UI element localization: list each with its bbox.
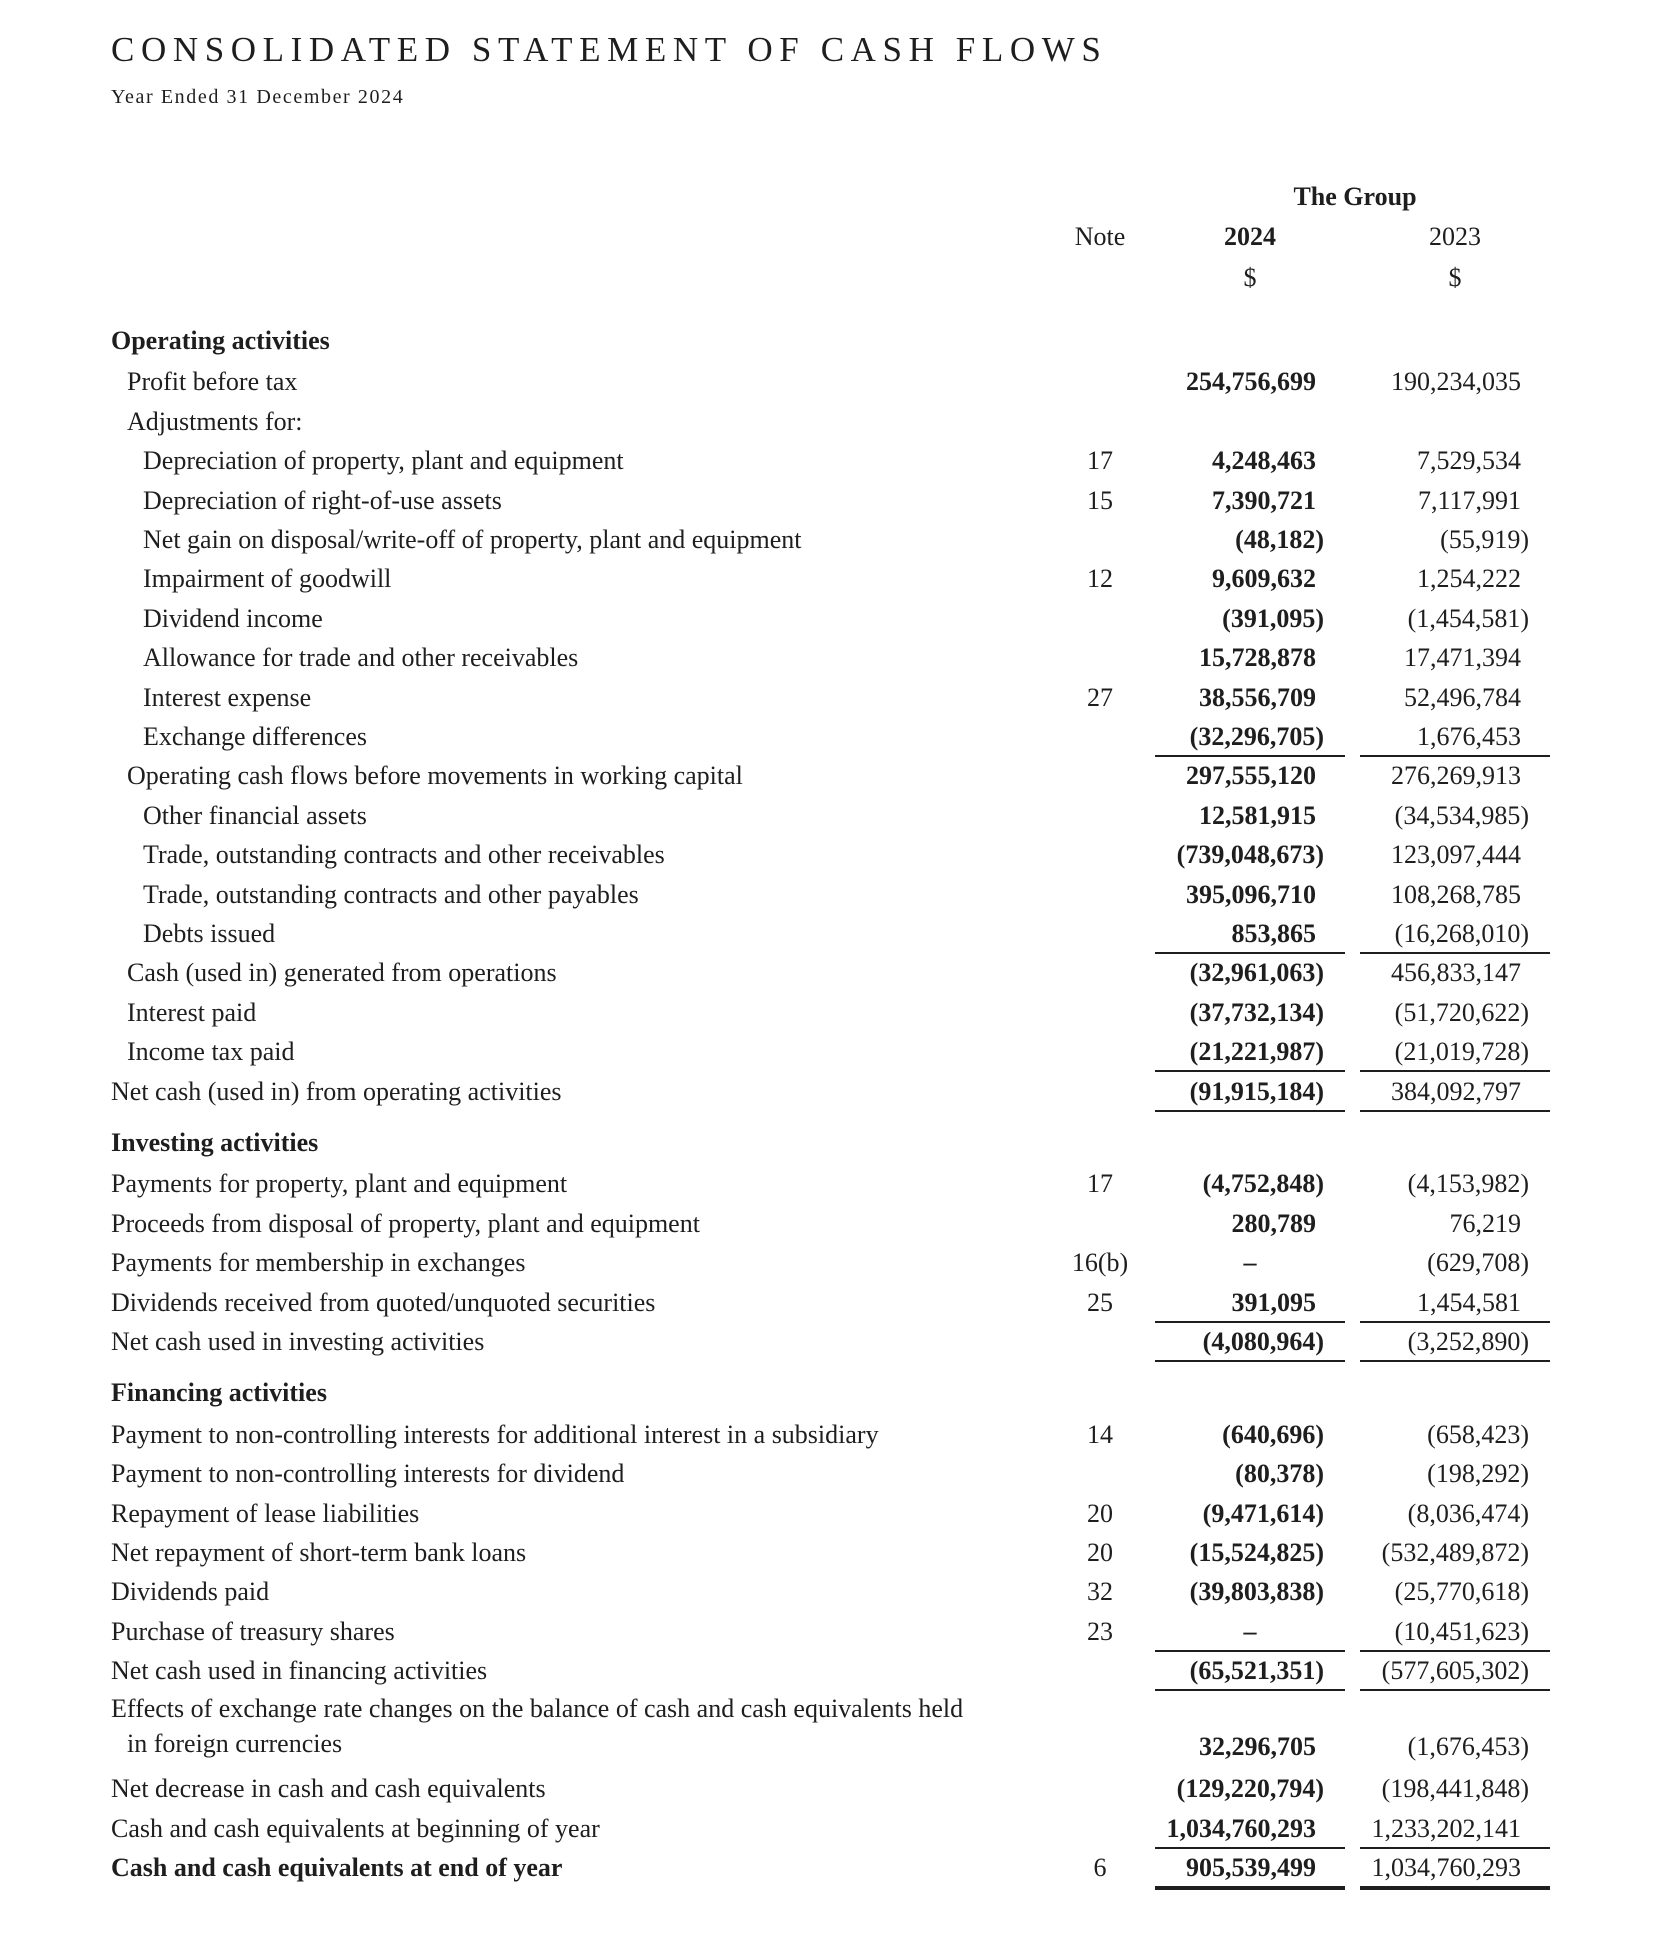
value-2023: 384,092,797 [1391, 1076, 1521, 1106]
value-2024: (21,221,987) [1189, 1037, 1324, 1067]
value-2023: 1,454,581 [1417, 1287, 1521, 1317]
statement-row [0, 1769, 1654, 1808]
value-2023: 1,254,222 [1417, 564, 1521, 594]
statement-row [0, 362, 1654, 401]
row-label-text: Net cash used in financing activities [111, 1656, 488, 1686]
value-2023: (532,489,872) [1381, 1538, 1529, 1567]
statement-row [0, 1809, 1654, 1848]
value-2024: 297,555,120 [1186, 761, 1316, 791]
row-label-text: Other financial assets [143, 800, 367, 830]
note-ref: 16(b) [1071, 1248, 1129, 1278]
value-2023: 123,097,444 [1391, 840, 1521, 870]
row-label [127, 993, 256, 1032]
row-label-text: Depreciation of right-of-use assets [143, 485, 502, 515]
note-ref: 20 [1087, 1498, 1113, 1528]
row-label [127, 953, 557, 992]
row-label-text: Cash (used in) generated from operations [127, 958, 557, 988]
row-label [111, 1373, 327, 1412]
currency-2024-header: $ [1243, 263, 1257, 292]
row-label-text: Exchange differences [143, 722, 368, 751]
statement-row [0, 1072, 1654, 1111]
statement-row [0, 1283, 1654, 1322]
value-2023: (1,676,453) [1407, 1731, 1529, 1761]
row-label [127, 756, 743, 795]
statement-row [0, 481, 1654, 520]
statement-row [0, 402, 1654, 441]
note-ref: 32 [1087, 1577, 1113, 1607]
row-label-text: Payment to non-controlling interests for dividend [111, 1459, 625, 1489]
value-2024: 905,539,499 [1186, 1853, 1316, 1883]
row-label-text: Adjustments for: [127, 406, 303, 436]
row-label-text: Depreciation of property, plant and equipment [143, 446, 624, 476]
row-label [111, 1651, 487, 1690]
row-label [111, 1243, 525, 1282]
statement-row [0, 1454, 1654, 1493]
subtotal-underline [1155, 1110, 1345, 1112]
row-label-text: Impairment of goodwill [143, 564, 392, 594]
note-ref: 14 [1087, 1419, 1113, 1449]
row-label [127, 362, 297, 401]
row-label-text: Allowance for trade and other receivables [143, 643, 579, 673]
row-label [111, 1848, 562, 1887]
row-label [111, 321, 330, 360]
note-ref: 27 [1087, 682, 1113, 712]
row-label [143, 678, 311, 717]
row-label-text: Payments for membership in exchanges [111, 1248, 526, 1278]
value-2024: 254,756,699 [1186, 367, 1316, 397]
value-2024: (129,220,794) [1176, 1774, 1324, 1804]
row-label-text: Repayment of lease liabilities [111, 1498, 420, 1528]
statement-row [0, 1204, 1654, 1243]
value-2024: 391,095 [1231, 1287, 1316, 1317]
row-label [111, 1123, 318, 1162]
row-label-text: Interest expense [143, 682, 312, 712]
value-2024: 9,609,632 [1212, 564, 1316, 594]
row-label [143, 638, 578, 677]
note-ref: 17 [1087, 1169, 1113, 1199]
value-2024: (9,471,614) [1202, 1498, 1324, 1528]
value-2023: 1,034,760,293 [1371, 1853, 1521, 1883]
value-2023: (8,036,474) [1407, 1498, 1529, 1528]
row-label [143, 481, 502, 520]
value-2023: 190,234,035 [1391, 367, 1521, 397]
row-label [111, 1533, 526, 1572]
value-2023: 7,117,991 [1417, 485, 1521, 515]
row-label [143, 441, 624, 480]
value-2024: 7,390,721 [1212, 485, 1316, 515]
value-2023: (658,423) [1427, 1419, 1529, 1449]
value-2023: (198,441,848) [1381, 1774, 1529, 1804]
year-2023-header: 2023 [1429, 222, 1481, 251]
row-label [111, 1572, 269, 1611]
row-label-text: Profit before tax [127, 367, 298, 397]
statement-row [0, 717, 1654, 756]
row-label-text: Debts issued [143, 919, 276, 948]
statement-row [0, 1848, 1654, 1887]
note-column-header: Note [1074, 222, 1126, 251]
statement-row [0, 796, 1654, 835]
row-label [111, 1415, 879, 1454]
value-2024: (4,752,848) [1202, 1169, 1324, 1199]
value-2024: 395,096,710 [1186, 879, 1316, 909]
statement-row [0, 638, 1654, 677]
statement-row [0, 914, 1654, 953]
statement-row [0, 1322, 1654, 1361]
value-2024: (4,080,964) [1202, 1327, 1324, 1356]
row-label [111, 1283, 655, 1322]
value-2023: (21,019,728) [1394, 1037, 1529, 1067]
value-2023: (55,919) [1440, 525, 1529, 554]
value-2023: (25,770,618) [1394, 1577, 1529, 1607]
value-2024: 12,581,915 [1199, 800, 1316, 830]
value-2023: (1,454,581) [1407, 603, 1529, 633]
value-2024: (48,182) [1235, 525, 1324, 554]
subtotal-underline [1360, 1110, 1550, 1112]
row-label-text: Dividends paid [111, 1577, 270, 1607]
subtotal-underline [1360, 1360, 1550, 1362]
value-2023: (16,268,010) [1394, 919, 1529, 948]
value-2024: (80,378) [1235, 1459, 1324, 1489]
statement-row [0, 835, 1654, 874]
value-2023: 76,219 [1449, 1208, 1521, 1238]
statement-period: Year Ended 31 December 2024 [111, 86, 405, 108]
statement-row [0, 1164, 1654, 1203]
row-label-text: Operating cash flows before movements in working capital [127, 761, 743, 791]
row-label [143, 717, 367, 756]
row-label-text: Payment to non-controlling interests for additional interest in a subsidiary [111, 1419, 879, 1449]
row-label-text: Investing activities [111, 1128, 319, 1157]
statement-row [0, 599, 1654, 638]
statement-row [0, 1533, 1654, 1572]
value-2024: (15,524,825) [1189, 1538, 1324, 1567]
value-2024: 280,789 [1231, 1208, 1316, 1238]
row-label [143, 875, 639, 914]
row-label [111, 1164, 567, 1203]
row-label-text: Trade, outstanding contracts and other payables [143, 879, 639, 909]
value-2024: 853,865 [1231, 919, 1316, 948]
value-2023: 276,269,913 [1391, 761, 1521, 791]
row-label-text: Purchase of treasury shares [111, 1616, 395, 1646]
row-label [111, 1494, 419, 1533]
row-label [111, 1612, 395, 1651]
statement-row [0, 953, 1654, 992]
row-label [143, 520, 802, 559]
row-label-text: Trade, outstanding contracts and other receivables [143, 840, 665, 870]
row-label-text: Net gain on disposal/write-off of property, plant and equipment [143, 525, 802, 554]
row-label [111, 1072, 562, 1111]
row-label [127, 402, 303, 441]
statement-row [0, 559, 1654, 598]
statement-row [0, 756, 1654, 795]
value-2024: 4,248,463 [1212, 446, 1316, 476]
value-2024: (37,732,134) [1189, 997, 1324, 1027]
statement-row [0, 678, 1654, 717]
row-label [143, 914, 275, 953]
value-2024: (391,095) [1222, 603, 1324, 633]
total-underline [1360, 1886, 1550, 1890]
value-2023: (198,292) [1427, 1459, 1529, 1489]
statement-row [0, 1415, 1654, 1454]
note-ref: 6 [1093, 1853, 1107, 1883]
value-2024: (32,961,063) [1189, 958, 1324, 988]
statement-row [0, 1572, 1654, 1611]
row-label [111, 1454, 624, 1493]
statement-row [0, 520, 1654, 559]
row-label-text: Net cash (used in) from operating activities [111, 1076, 562, 1106]
note-ref: 15 [1087, 485, 1113, 515]
column-group-header: The Group [1293, 182, 1417, 211]
row-label [143, 599, 323, 638]
value-2023: 52,496,784 [1404, 682, 1521, 712]
total-underline [1155, 1886, 1345, 1890]
value-2024: (739,048,673) [1176, 840, 1324, 870]
value-2024: (32,296,705) [1189, 722, 1324, 751]
statement-row [0, 875, 1654, 914]
section-heading [0, 1373, 1654, 1412]
value-2023: 108,268,785 [1391, 879, 1521, 909]
value-2023: 456,833,147 [1391, 958, 1521, 988]
value-2024: (91,915,184) [1189, 1076, 1324, 1106]
row-label-text: Net repayment of short-term bank loans [111, 1538, 527, 1567]
statement-row [0, 1612, 1654, 1651]
statement-row [0, 441, 1654, 480]
currency-2023-header: $ [1448, 263, 1462, 292]
value-2024: 15,728,878 [1199, 643, 1316, 673]
row-label-text: Financing activities [111, 1378, 327, 1408]
value-2023: (4,153,982) [1407, 1169, 1529, 1199]
statement-row [0, 993, 1654, 1032]
section-heading [0, 321, 1654, 360]
value-2023: 17,471,394 [1404, 643, 1521, 673]
value-2023: (3,252,890) [1407, 1327, 1529, 1356]
row-label-text: Payments for property, plant and equipment [111, 1169, 568, 1199]
subtotal-underline [1155, 1360, 1345, 1362]
row-label-text: Cash and cash equivalents at beginning of year [111, 1813, 600, 1843]
row-label [143, 559, 391, 598]
row-label-text: Dividends received from quoted/unquoted securities [111, 1287, 656, 1317]
row-label [111, 1204, 700, 1243]
row-label-text: Operating activities [111, 326, 330, 355]
value-2023: (577,605,302) [1381, 1656, 1529, 1686]
value-2023: (10,451,623) [1394, 1616, 1529, 1646]
note-ref: 12 [1087, 564, 1113, 594]
row-label-text: Effects of exchange rate changes on the balance of cash and cash equivalents held [111, 1693, 964, 1723]
row-label-text: Dividend income [143, 603, 323, 633]
note-ref: 17 [1087, 446, 1113, 476]
value-2023: 1,233,202,141 [1371, 1813, 1521, 1843]
value-2023: 1,676,453 [1417, 722, 1521, 751]
statement-title: CONSOLIDATED STATEMENT OF CASH FLOWS [111, 30, 1108, 69]
row-label-text: Net decrease in cash and cash equivalents [111, 1774, 546, 1804]
note-ref: 20 [1087, 1538, 1113, 1567]
year-2024-header: 2024 [1224, 222, 1276, 251]
value-2024: (39,803,838) [1189, 1577, 1324, 1607]
value-2023: (34,534,985) [1394, 800, 1529, 830]
value-2024: 32,296,705 [1199, 1731, 1316, 1761]
value-2023: (51,720,622) [1394, 997, 1529, 1027]
row-label [143, 796, 367, 835]
value-2024: (640,696) [1222, 1419, 1324, 1449]
value-2023: 7,529,534 [1417, 446, 1521, 476]
row-label-text: Income tax paid [127, 1037, 295, 1067]
statement-row [0, 1494, 1654, 1533]
row-label-continuation: in foreign currencies [127, 1728, 343, 1758]
statement-row [0, 1032, 1654, 1071]
row-label [111, 1322, 484, 1361]
value-2024: (65,521,351) [1189, 1656, 1324, 1686]
statement-row [0, 1243, 1654, 1282]
value-2024: – [1243, 1248, 1257, 1278]
statement-row [0, 1651, 1654, 1690]
statement-row [0, 1691, 1654, 1769]
note-ref: 25 [1087, 1287, 1113, 1317]
row-label [111, 1691, 963, 1761]
row-label [111, 1769, 546, 1808]
row-label-text: Cash and cash equivalents at end of year [111, 1853, 563, 1883]
row-label [127, 1032, 295, 1071]
value-2023: (629,708) [1427, 1248, 1529, 1278]
value-2024: 38,556,709 [1199, 682, 1316, 712]
row-label [111, 1809, 600, 1848]
note-ref: 23 [1087, 1616, 1113, 1646]
row-label-text: Interest paid [127, 997, 257, 1027]
row-label [143, 835, 665, 874]
section-heading [0, 1123, 1654, 1162]
row-label-text: Net cash used in investing activities [111, 1327, 485, 1356]
value-2024: 1,034,760,293 [1166, 1813, 1316, 1843]
row-label-text: Proceeds from disposal of property, plant and equipment [111, 1208, 700, 1238]
value-2024: – [1243, 1616, 1257, 1646]
